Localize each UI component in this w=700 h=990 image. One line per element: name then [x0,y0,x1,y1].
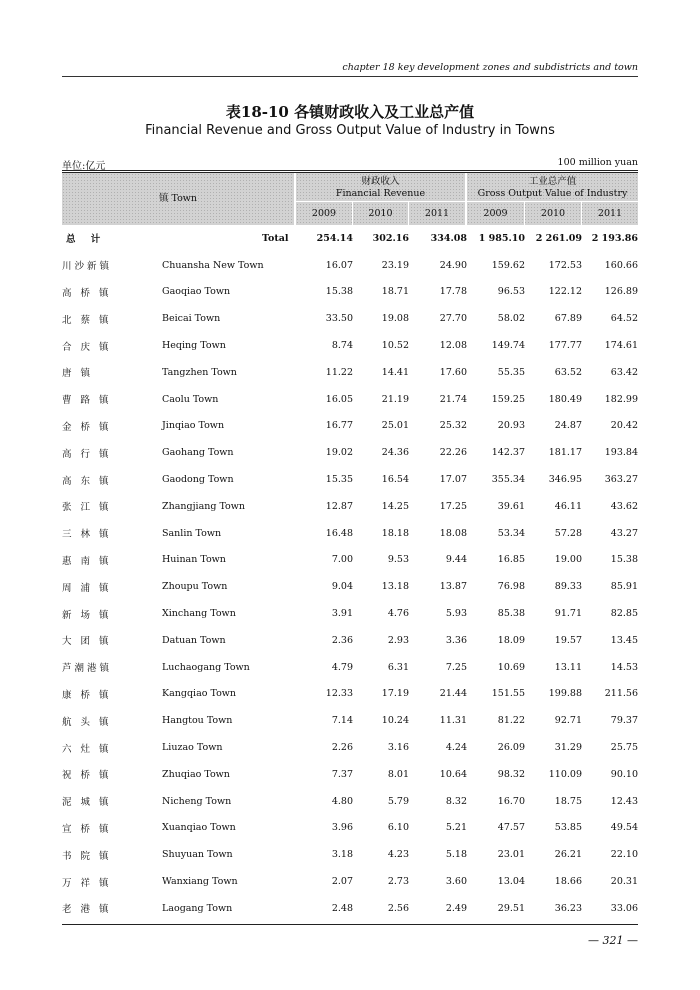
value-cell: 19.57 [554,634,582,646]
value-cell: 122.12 [548,286,582,298]
value-cell: 22.10 [610,849,638,861]
value-cell: 2.73 [387,876,409,888]
value-cell: 33.06 [610,902,638,914]
value-cell: 21.44 [439,688,467,700]
value-cell: 16.54 [381,474,409,486]
town-name-en: Tangzhen Town [162,366,237,378]
town-name-cn: 张 江 镇 [62,502,112,514]
value-cell: 142.37 [491,447,525,459]
value-cell: 43.62 [610,500,638,512]
value-cell: 2.48 [331,902,353,914]
value-cell: 7.37 [331,768,353,780]
table-row [62,332,638,359]
table-top-rule [62,170,638,171]
value-cell: 18.75 [554,795,582,807]
value-cell: 14.53 [610,661,638,673]
value-cell: 193.84 [604,447,638,459]
town-name-cn: 曹 路 镇 [62,395,112,407]
value-cell: 13.11 [554,661,582,673]
value-cell: 7.25 [445,661,467,673]
value-cell: 36.23 [554,902,582,914]
value-cell: 151.55 [491,688,525,700]
town-name-cn: 祝 桥 镇 [62,770,112,782]
town-name-en: Jinqiao Town [162,420,225,432]
value-cell: 19.00 [554,554,582,566]
value-cell: 1 985.10 [478,232,525,244]
table-bottom-rule [62,924,638,925]
running-head: chapter 18 key development zones and subdistricts and town [342,62,638,73]
value-cell: 85.38 [497,608,525,620]
value-cell: 58.02 [497,313,525,325]
value-cell: 98.32 [497,768,525,780]
value-cell: 17.25 [439,500,467,512]
town-name-en: Beicai Town [162,313,221,325]
value-cell: 302.16 [372,232,409,244]
value-cell: 21.74 [439,393,467,405]
header-financial-en: Financial Revenue [335,188,426,199]
value-cell: 16.48 [325,527,353,539]
town-name-en: Zhuqiao Town [162,768,230,780]
value-cell: 19.02 [325,447,353,459]
value-cell: 10.69 [497,661,525,673]
header-year: 2011 [424,208,450,219]
town-name-en: Sanlin Town [162,527,222,539]
value-cell: 18.66 [554,876,582,888]
town-name-cn: 康 桥 镇 [62,689,112,701]
value-cell: 85.91 [610,581,638,593]
table-row [62,815,638,842]
header-year: 2009 [311,208,337,219]
value-cell: 96.53 [497,286,525,298]
town-name-en: Zhangjiang Town [162,500,246,512]
value-cell: 3.18 [331,849,353,861]
table-row [62,573,638,600]
town-name-cn: 惠 南 镇 [62,555,112,567]
value-cell: 17.07 [439,474,467,486]
value-cell: 17.78 [439,286,467,298]
value-cell: 8.74 [331,340,353,352]
value-cell: 17.60 [439,366,467,378]
table-row [62,895,638,922]
value-cell: 10.52 [381,340,409,352]
town-name-en: Nicheng Town [162,795,232,807]
table-row [62,734,638,761]
value-cell: 46.11 [554,500,582,512]
town-name-en: Shuyuan Town [162,849,233,861]
value-cell: 13.87 [439,581,467,593]
value-cell: 92.71 [554,715,582,727]
value-cell: 15.38 [610,554,638,566]
value-cell: 2.26 [331,742,353,754]
town-name-en: Hangtou Town [162,715,233,727]
value-cell: 2.93 [387,634,409,646]
value-cell: 8.01 [387,768,409,780]
table-row [62,761,638,788]
town-name-en: Total [262,232,289,244]
value-cell: 363.27 [604,474,638,486]
value-cell: 3.36 [445,634,467,646]
town-name-en: Gaoqiao Town [162,286,231,298]
table-row [62,413,638,440]
value-cell: 12.87 [325,500,353,512]
value-cell: 5.93 [445,608,467,620]
table-row [62,681,638,708]
value-cell: 53.34 [497,527,525,539]
value-cell: 181.17 [548,447,582,459]
value-cell: 43.27 [610,527,638,539]
data-table [62,225,638,922]
table-row [62,305,638,332]
table-row [62,868,638,895]
value-cell: 254.14 [316,232,353,244]
value-cell: 110.09 [548,768,582,780]
table-body [62,225,638,922]
value-cell: 9.44 [445,554,467,566]
value-cell: 2.36 [331,634,353,646]
value-cell: 9.04 [331,581,353,593]
value-cell: 26.09 [497,742,525,754]
town-name-en: Zhoupu Town [162,581,228,593]
town-name-en: Datuan Town [162,634,226,646]
value-cell: 5.18 [445,849,467,861]
value-cell: 26.21 [554,849,582,861]
town-name-cn: 航 头 镇 [62,716,112,728]
value-cell: 16.85 [497,554,525,566]
value-cell: 4.79 [331,661,353,673]
value-cell: 346.95 [548,474,582,486]
town-name-en: Heqing Town [162,340,226,352]
table-row [62,279,638,306]
town-name-cn: 周 浦 镇 [62,582,112,594]
value-cell: 63.52 [554,366,582,378]
header-rule [62,76,638,77]
value-cell: 25.75 [610,742,638,754]
value-cell: 15.35 [325,474,353,486]
value-cell: 4.76 [387,608,409,620]
value-cell: 33.50 [325,313,353,325]
value-cell: 23.19 [381,259,409,271]
header-industry-en: Gross Output Value of Industry [477,188,628,199]
value-cell: 2.49 [445,902,467,914]
value-cell: 3.91 [331,608,353,620]
value-cell: 13.04 [497,876,525,888]
town-name-en: Wanxiang Town [162,876,238,888]
value-cell: 6.10 [387,822,409,834]
value-cell: 21.19 [381,393,409,405]
table-row [62,841,638,868]
unit-label-en: 100 million yuan [557,157,638,168]
value-cell: 15.38 [325,286,353,298]
value-cell: 177.77 [548,340,582,352]
value-cell: 29.51 [497,902,525,914]
town-name-cn: 唐 镇 [62,368,94,380]
town-name-cn: 宣 桥 镇 [62,823,112,835]
header-year: 2010 [368,208,393,219]
value-cell: 7.14 [331,715,353,727]
value-cell: 31.29 [554,742,582,754]
town-name-cn: 高 桥 镇 [62,287,112,299]
table-row [62,707,638,734]
town-name-cn: 高 东 镇 [62,475,112,487]
table-row [62,654,638,681]
town-name-cn: 总 计 [66,234,107,246]
value-cell: 90.10 [610,768,638,780]
value-cell: 64.52 [610,313,638,325]
value-cell: 17.19 [381,688,409,700]
town-name-cn: 大 团 镇 [62,636,112,648]
value-cell: 79.37 [610,715,638,727]
table-row [62,520,638,547]
value-cell: 12.43 [610,795,638,807]
value-cell: 82.85 [610,608,638,620]
total-row [62,225,638,252]
table-row [62,466,638,493]
table-header [62,173,638,225]
page-number: — 321 — [588,934,638,947]
value-cell: 2.56 [387,902,409,914]
town-name-cn: 三 林 镇 [62,529,112,541]
value-cell: 18.08 [439,527,467,539]
value-cell: 53.85 [554,822,582,834]
town-name-cn: 老 港 镇 [62,904,112,916]
town-name-en: Gaohang Town [162,447,234,459]
table-row [62,252,638,279]
value-cell: 6.31 [387,661,409,673]
value-cell: 10.24 [381,715,409,727]
value-cell: 47.57 [497,822,525,834]
value-cell: 16.77 [325,420,353,432]
value-cell: 22.26 [439,447,467,459]
town-name-cn: 六 灶 镇 [62,743,112,755]
value-cell: 24.90 [439,259,467,271]
town-name-en: Luchaogang Town [162,661,250,673]
value-cell: 199.88 [548,688,582,700]
value-cell: 9.53 [387,554,409,566]
town-name-en: Huinan Town [162,554,226,566]
value-cell: 4.80 [331,795,353,807]
town-name-en: Chuansha New Town [162,259,264,271]
value-cell: 149.74 [491,340,525,352]
value-cell: 7.00 [331,554,353,566]
table-title-cn: 表18-10 各镇财政收入及工业总产值 [225,103,475,121]
value-cell: 81.22 [497,715,525,727]
value-cell: 126.89 [604,286,638,298]
value-cell: 182.99 [604,393,638,405]
header-year: 2009 [483,208,508,219]
value-cell: 63.42 [610,366,638,378]
value-cell: 18.71 [381,286,409,298]
value-cell: 16.05 [325,393,353,405]
header-town: 镇 Town [158,193,198,204]
value-cell: 11.22 [325,366,353,378]
value-cell: 2 261.09 [535,232,582,244]
value-cell: 91.71 [554,608,582,620]
town-name-en: Kangqiao Town [162,688,237,700]
table-title-en: Financial Revenue and Gross Output Value of Industry in Towns [145,123,555,138]
unit-label-cn: 单位:亿元 [62,161,106,172]
value-cell: 25.32 [439,420,467,432]
table-row [62,600,638,627]
table-row [62,627,638,654]
town-name-cn: 芦潮港镇 [62,663,113,675]
value-cell: 67.89 [554,313,582,325]
value-cell: 14.25 [381,500,409,512]
table-row [62,547,638,574]
value-cell: 5.79 [387,795,409,807]
value-cell: 2 193.86 [591,232,638,244]
value-cell: 19.08 [381,313,409,325]
value-cell: 76.98 [497,581,525,593]
value-cell: 18.09 [497,634,525,646]
value-cell: 27.70 [439,313,467,325]
value-cell: 2.07 [331,876,353,888]
town-name-en: Laogang Town [162,902,233,914]
value-cell: 8.32 [445,795,467,807]
value-cell: 159.62 [491,259,525,271]
town-name-cn: 高 行 镇 [62,448,112,460]
value-cell: 20.31 [610,876,638,888]
town-name-en: Xinchang Town [162,608,236,620]
value-cell: 334.08 [430,232,467,244]
value-cell: 20.93 [497,420,525,432]
value-cell: 160.66 [604,259,638,271]
value-cell: 89.33 [554,581,582,593]
town-name-en: Liuzao Town [162,742,223,754]
header-industry-cn: 工业总产值 [528,176,577,187]
header-year: 2010 [540,208,566,219]
town-name-en: Gaodong Town [162,474,234,486]
value-cell: 24.36 [381,447,409,459]
town-name-cn: 金 桥 镇 [62,421,112,433]
value-cell: 355.34 [491,474,525,486]
value-cell: 211.56 [604,688,638,700]
value-cell: 39.61 [497,500,525,512]
value-cell: 49.54 [610,822,638,834]
table-row [62,493,638,520]
value-cell: 57.28 [554,527,582,539]
header-year: 2011 [597,208,623,219]
value-cell: 172.53 [548,259,582,271]
value-cell: 24.87 [554,420,582,432]
value-cell: 13.45 [610,634,638,646]
value-cell: 10.64 [439,768,467,780]
town-name-cn: 新 场 镇 [62,609,112,621]
value-cell: 12.08 [439,340,467,352]
value-cell: 3.60 [445,876,467,888]
value-cell: 3.96 [331,822,353,834]
town-name-cn: 北 蔡 镇 [62,314,112,326]
value-cell: 5.21 [445,822,467,834]
value-cell: 25.01 [381,420,409,432]
town-name-cn: 书 院 镇 [62,850,112,862]
table-row [62,788,638,815]
value-cell: 3.16 [387,742,409,754]
value-cell: 174.61 [604,340,638,352]
header-divider [296,201,638,202]
value-cell: 11.31 [439,715,467,727]
table-row [62,439,638,466]
value-cell: 16.70 [497,795,525,807]
value-cell: 13.18 [381,581,409,593]
value-cell: 12.33 [325,688,353,700]
value-cell: 18.18 [381,527,409,539]
value-cell: 4.23 [387,849,409,861]
value-cell: 159.25 [491,393,525,405]
header-financial-cn: 财政收入 [361,176,400,187]
town-name-en: Xuanqiao Town [162,822,236,834]
value-cell: 20.42 [610,420,638,432]
value-cell: 14.41 [381,366,409,378]
value-cell: 4.24 [445,742,467,754]
town-name-cn: 万 祥 镇 [62,877,112,889]
table-row [62,359,638,386]
town-name-en: Caolu Town [162,393,219,405]
town-name-cn: 泥 城 镇 [62,797,112,809]
town-name-cn: 川沙新镇 [62,261,113,273]
town-name-cn: 合 庆 镇 [62,341,112,353]
value-cell: 55.35 [497,366,525,378]
table-row [62,386,638,413]
value-cell: 180.49 [548,393,582,405]
value-cell: 16.07 [325,259,353,271]
value-cell: 23.01 [497,849,525,861]
